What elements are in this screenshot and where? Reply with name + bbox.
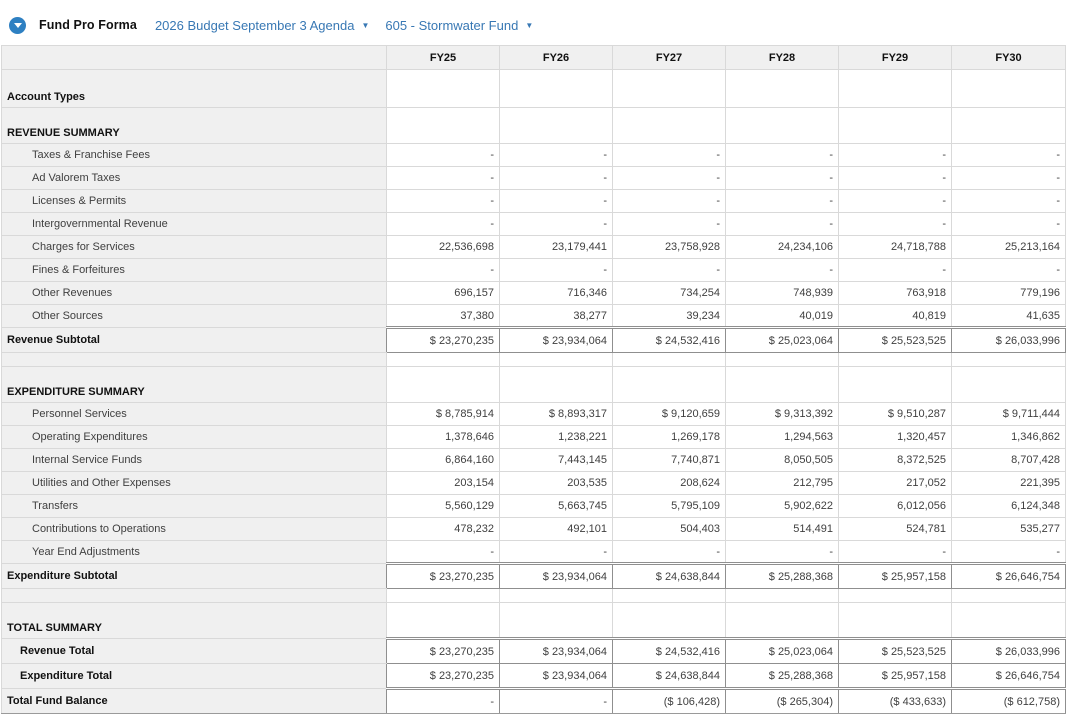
value-cell: - (952, 167, 1066, 190)
value-cell: 1,378,646 (387, 426, 500, 449)
table-row (2, 564, 1066, 589)
row-label: Year End Adjustments (2, 541, 387, 564)
table-row (2, 426, 1066, 449)
row-label: Revenue Subtotal (2, 328, 387, 353)
value-cell: 8,050,505 (726, 449, 839, 472)
value-cell: $ 24,638,844 (613, 664, 726, 689)
value-cell: - (387, 144, 500, 167)
value-cell: $ 26,033,996 (952, 639, 1066, 664)
row-label: Total Fund Balance (2, 689, 387, 714)
topbar (0, 0, 1066, 42)
value-cell: - (387, 190, 500, 213)
table-row (2, 190, 1066, 213)
chevron-down-icon: ▼ (525, 21, 534, 30)
value-cell: $ 8,785,914 (387, 403, 500, 426)
value-cell (952, 603, 1066, 639)
value-cell: $ 9,120,659 (613, 403, 726, 426)
row-label: EXPENDITURE SUMMARY (2, 367, 387, 403)
value-cell: - (726, 213, 839, 236)
value-cell: 492,101 (500, 518, 613, 541)
value-cell: 535,277 (952, 518, 1066, 541)
value-cell: - (387, 167, 500, 190)
value-cell: - (500, 190, 613, 213)
value-cell: $ 9,711,444 (952, 403, 1066, 426)
row-label: Expenditure Total (2, 664, 387, 689)
row-label: Personnel Services (2, 403, 387, 426)
row-label: Fines & Forfeitures (2, 259, 387, 282)
value-cell: 524,781 (839, 518, 952, 541)
value-cell (839, 603, 952, 639)
page-title: Fund Pro Forma (39, 18, 137, 32)
value-cell: - (500, 259, 613, 282)
row-label: TOTAL SUMMARY (2, 603, 387, 639)
value-cell: 734,254 (613, 282, 726, 305)
budget-dropdown-label: 2026 Budget September 3 Agenda (154, 17, 355, 33)
value-cell (500, 353, 613, 367)
value-cell: - (726, 167, 839, 190)
value-cell (613, 353, 726, 367)
fund-dropdown[interactable] (385, 18, 533, 33)
value-cell: - (952, 259, 1066, 282)
value-cell: ($ 265,304) (726, 689, 839, 714)
value-cell (839, 589, 952, 603)
value-cell: 40,819 (839, 305, 952, 328)
value-cell: $ 25,288,368 (726, 664, 839, 689)
value-cell: - (952, 213, 1066, 236)
value-cell: - (387, 541, 500, 564)
value-cell: $ 26,646,754 (952, 564, 1066, 589)
table-row (2, 518, 1066, 541)
value-cell (952, 353, 1066, 367)
value-cell: $ 23,270,235 (387, 564, 500, 589)
table-row (2, 472, 1066, 495)
value-cell: 5,902,622 (726, 495, 839, 518)
value-cell: - (613, 213, 726, 236)
table-row (2, 259, 1066, 282)
value-cell: $ 26,033,996 (952, 328, 1066, 353)
value-cell: - (839, 190, 952, 213)
row-label: REVENUE SUMMARY (2, 108, 387, 144)
value-cell: 41,635 (952, 305, 1066, 328)
value-cell: - (726, 541, 839, 564)
table-row (2, 449, 1066, 472)
value-cell: - (387, 259, 500, 282)
value-cell: - (726, 259, 839, 282)
row-label: Expenditure Subtotal (2, 564, 387, 589)
value-cell (952, 70, 1066, 108)
value-cell: - (839, 144, 952, 167)
value-cell: ($ 612,758) (952, 689, 1066, 714)
chevron-down-icon: ▼ (361, 21, 370, 30)
value-cell: 763,918 (839, 282, 952, 305)
value-cell: - (500, 213, 613, 236)
value-cell (613, 70, 726, 108)
value-cell: $ 25,523,525 (839, 639, 952, 664)
table-row (2, 541, 1066, 564)
value-cell (952, 367, 1066, 403)
table-row (2, 282, 1066, 305)
value-cell: 39,234 (613, 305, 726, 328)
column-header-row (2, 46, 1066, 70)
value-cell: 7,443,145 (500, 449, 613, 472)
value-cell: 1,238,221 (500, 426, 613, 449)
value-cell: 38,277 (500, 305, 613, 328)
value-cell: $ 25,288,368 (726, 564, 839, 589)
value-cell: $ 9,313,392 (726, 403, 839, 426)
table-row (2, 403, 1066, 426)
value-cell: 478,232 (387, 518, 500, 541)
value-cell: 203,535 (500, 472, 613, 495)
table-row (2, 213, 1066, 236)
value-cell: $ 25,023,064 (726, 328, 839, 353)
value-cell: 514,491 (726, 518, 839, 541)
value-cell: $ 24,532,416 (613, 328, 726, 353)
value-cell (500, 589, 613, 603)
table-row (2, 639, 1066, 664)
value-cell (952, 589, 1066, 603)
value-cell: ($ 433,633) (839, 689, 952, 714)
row-label (2, 589, 387, 603)
value-cell (613, 367, 726, 403)
column-header-fy26: FY26 (500, 46, 613, 70)
value-cell: $ 23,270,235 (387, 328, 500, 353)
table-row (2, 108, 1066, 144)
value-cell: $ 9,510,287 (839, 403, 952, 426)
value-cell: 37,380 (387, 305, 500, 328)
value-cell: 716,346 (500, 282, 613, 305)
value-cell: $ 23,270,235 (387, 639, 500, 664)
value-cell: - (613, 190, 726, 213)
value-cell: 1,320,457 (839, 426, 952, 449)
value-cell: 8,707,428 (952, 449, 1066, 472)
value-cell: 24,234,106 (726, 236, 839, 259)
budget-dropdown[interactable] (155, 18, 369, 33)
table-row (2, 167, 1066, 190)
column-header-fy30: FY30 (952, 46, 1066, 70)
value-cell (387, 353, 500, 367)
row-label: Account Types (2, 70, 387, 108)
value-cell: 23,758,928 (613, 236, 726, 259)
column-header-fy28: FY28 (726, 46, 839, 70)
value-cell: 22,536,698 (387, 236, 500, 259)
value-cell: - (500, 167, 613, 190)
row-label: Ad Valorem Taxes (2, 167, 387, 190)
value-cell: 504,403 (613, 518, 726, 541)
value-cell (839, 108, 952, 144)
value-cell (387, 603, 500, 639)
column-header-fy27: FY27 (613, 46, 726, 70)
row-label: Other Sources (2, 305, 387, 328)
value-cell (726, 353, 839, 367)
value-cell (839, 70, 952, 108)
value-cell: 25,213,164 (952, 236, 1066, 259)
collapse-toggle-button[interactable] (9, 17, 26, 34)
value-cell: 40,019 (726, 305, 839, 328)
value-cell: $ 23,934,064 (500, 328, 613, 353)
row-label: Contributions to Operations (2, 518, 387, 541)
value-cell: $ 8,893,317 (500, 403, 613, 426)
column-header-fy29: FY29 (839, 46, 952, 70)
value-cell: 1,294,563 (726, 426, 839, 449)
row-label (2, 353, 387, 367)
value-cell: 24,718,788 (839, 236, 952, 259)
value-cell: - (726, 190, 839, 213)
table-row (2, 495, 1066, 518)
value-cell: - (613, 259, 726, 282)
value-cell: $ 24,532,416 (613, 639, 726, 664)
value-cell: 7,740,871 (613, 449, 726, 472)
value-cell: $ 23,270,235 (387, 664, 500, 689)
row-label: Taxes & Franchise Fees (2, 144, 387, 167)
value-cell: 6,864,160 (387, 449, 500, 472)
value-cell: 23,179,441 (500, 236, 613, 259)
value-cell: 6,124,348 (952, 495, 1066, 518)
value-cell: - (952, 144, 1066, 167)
value-cell: $ 25,523,525 (839, 328, 952, 353)
value-cell: - (500, 689, 613, 714)
pro-forma-table (1, 45, 1066, 714)
value-cell: 217,052 (839, 472, 952, 495)
table-row (2, 367, 1066, 403)
value-cell: 5,663,745 (500, 495, 613, 518)
table-row (2, 328, 1066, 353)
spacer-row (2, 353, 1066, 367)
value-cell (726, 603, 839, 639)
value-cell: - (387, 213, 500, 236)
row-label: Other Revenues (2, 282, 387, 305)
value-cell: 8,372,525 (839, 449, 952, 472)
value-cell: $ 24,638,844 (613, 564, 726, 589)
value-cell: - (500, 144, 613, 167)
value-cell (839, 353, 952, 367)
row-label: Internal Service Funds (2, 449, 387, 472)
value-cell: 696,157 (387, 282, 500, 305)
value-cell (387, 367, 500, 403)
value-cell: ($ 106,428) (613, 689, 726, 714)
value-cell: - (613, 144, 726, 167)
value-cell: 748,939 (726, 282, 839, 305)
value-cell (726, 589, 839, 603)
row-label: Operating Expenditures (2, 426, 387, 449)
value-cell: $ 25,957,158 (839, 564, 952, 589)
table-row (2, 236, 1066, 259)
row-label: Transfers (2, 495, 387, 518)
value-cell: - (387, 689, 500, 714)
value-cell (726, 70, 839, 108)
value-cell: 1,269,178 (613, 426, 726, 449)
value-cell: - (839, 259, 952, 282)
value-cell: $ 26,646,754 (952, 664, 1066, 689)
value-cell (387, 70, 500, 108)
value-cell: - (726, 144, 839, 167)
value-cell (500, 70, 613, 108)
value-cell: 6,012,056 (839, 495, 952, 518)
value-cell (613, 108, 726, 144)
value-cell (613, 603, 726, 639)
table-row (2, 305, 1066, 328)
value-cell: 221,395 (952, 472, 1066, 495)
value-cell: $ 23,934,064 (500, 564, 613, 589)
corner-cell (2, 46, 387, 70)
value-cell (500, 603, 613, 639)
value-cell: 208,624 (613, 472, 726, 495)
value-cell (726, 108, 839, 144)
value-cell: 1,346,862 (952, 426, 1066, 449)
value-cell: - (952, 190, 1066, 213)
value-cell: - (839, 213, 952, 236)
table-row (2, 664, 1066, 689)
value-cell (952, 108, 1066, 144)
value-cell: - (613, 167, 726, 190)
value-cell: $ 23,934,064 (500, 664, 613, 689)
row-label: Revenue Total (2, 639, 387, 664)
spacer-row (2, 589, 1066, 603)
value-cell: 5,795,109 (613, 495, 726, 518)
value-cell: 5,560,129 (387, 495, 500, 518)
value-cell: $ 25,023,064 (726, 639, 839, 664)
value-cell: - (839, 167, 952, 190)
table-row (2, 603, 1066, 639)
table-row (2, 144, 1066, 167)
value-cell: 203,154 (387, 472, 500, 495)
value-cell (726, 367, 839, 403)
value-cell: 212,795 (726, 472, 839, 495)
value-cell: - (500, 541, 613, 564)
value-cell: - (839, 541, 952, 564)
fund-dropdown-label: 605 - Stormwater Fund (385, 17, 519, 33)
row-label: Licenses & Permits (2, 190, 387, 213)
value-cell (839, 367, 952, 403)
value-cell: - (613, 541, 726, 564)
value-cell (500, 108, 613, 144)
value-cell: 779,196 (952, 282, 1066, 305)
row-label: Utilities and Other Expenses (2, 472, 387, 495)
column-header-fy25: FY25 (387, 46, 500, 70)
value-cell (613, 589, 726, 603)
chevron-down-icon (14, 23, 22, 28)
value-cell (387, 108, 500, 144)
row-label: Charges for Services (2, 236, 387, 259)
value-cell: $ 25,957,158 (839, 664, 952, 689)
table-row (2, 689, 1066, 714)
value-cell (387, 589, 500, 603)
value-cell (500, 367, 613, 403)
row-label: Intergovernmental Revenue (2, 213, 387, 236)
value-cell: $ 23,934,064 (500, 639, 613, 664)
table-row (2, 70, 1066, 108)
value-cell: - (952, 541, 1066, 564)
